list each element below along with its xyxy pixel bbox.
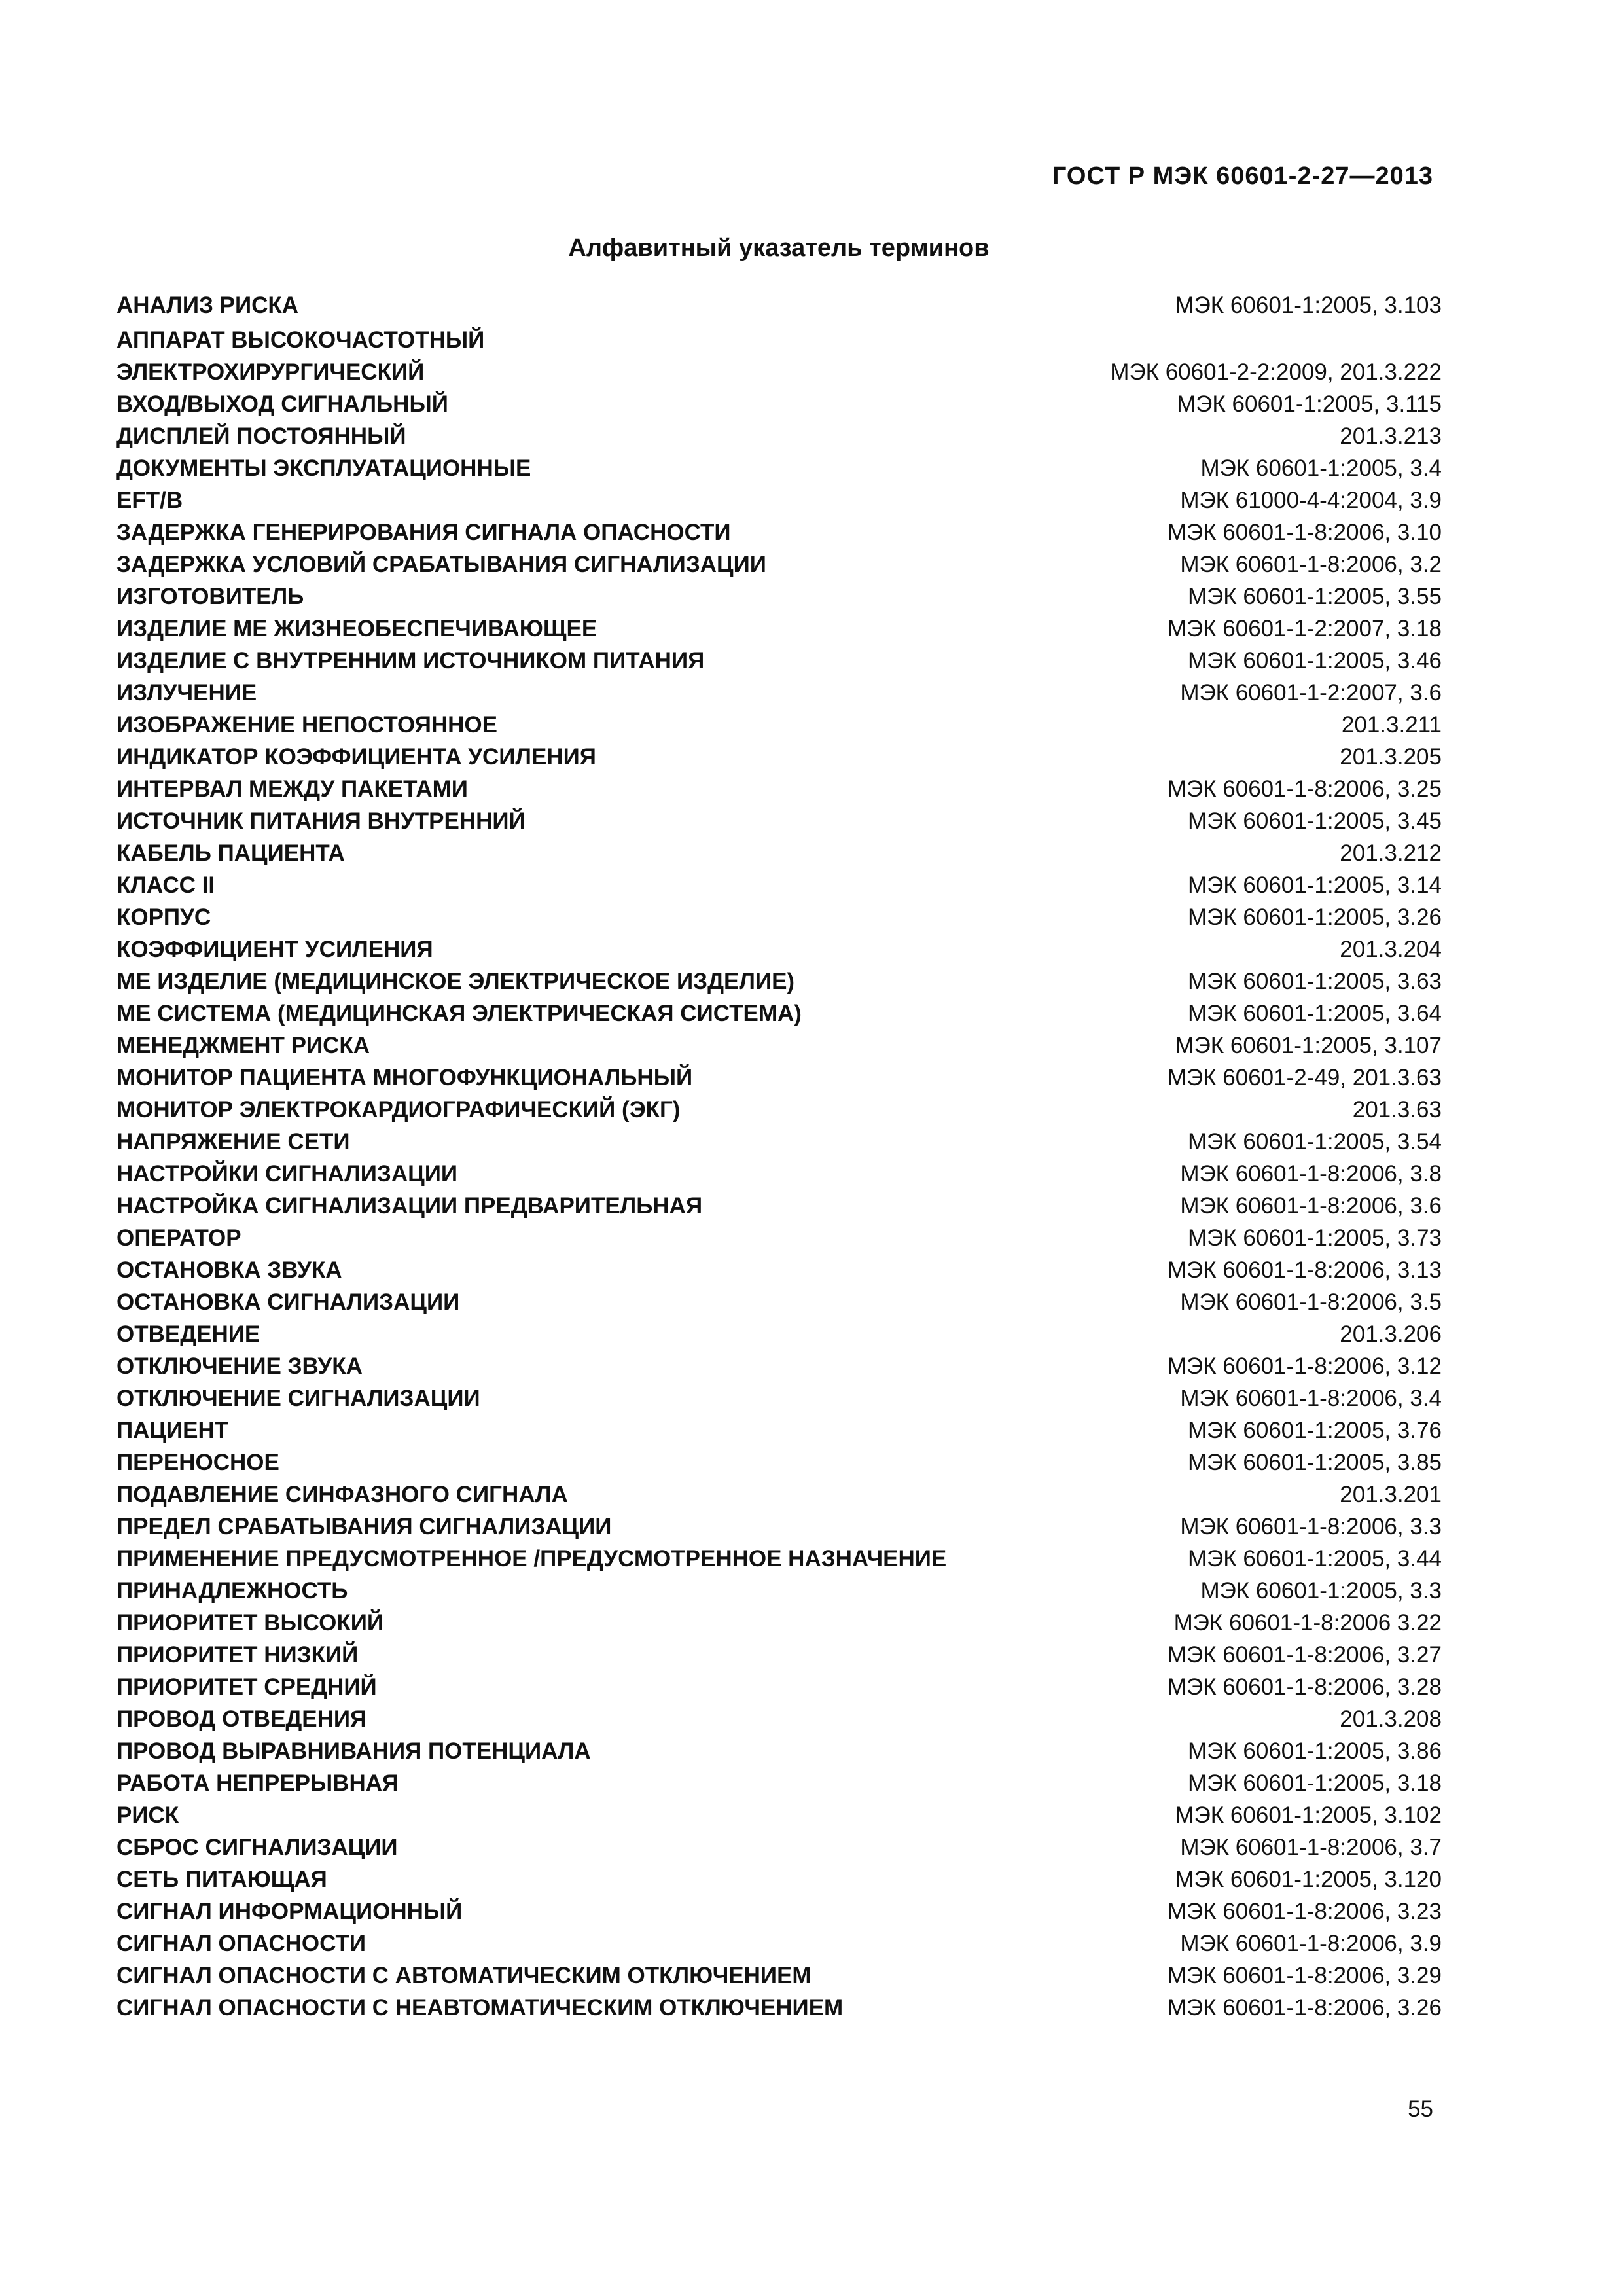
index-reference: МЭК 60601-1:2005, 3.103 [1175, 293, 1442, 318]
index-reference: МЭК 60601-1:2005, 3.14 [1187, 872, 1442, 898]
index-entry [116, 420, 1442, 452]
index-reference: МЭК 60601-1:2005, 3.44 [1187, 1546, 1442, 1571]
index-term: СИГНАЛ ОПАСНОСТИ С НЕАВТОМАТИЧЕСКИМ ОТКЛЮЧЕНИЕМ [116, 1995, 844, 2020]
index-reference: МЭК 60601-1-8:2006, 3.10 [1167, 520, 1442, 545]
index-term: МОНИТОР ПАЦИЕНТА МНОГОФУНКЦИОНАЛЬНЫЙ [116, 1065, 693, 1090]
index-entry [116, 1062, 1442, 1094]
index-entry [116, 1094, 1442, 1126]
index-reference: МЭК 60601-1-8:2006, 3.12 [1167, 1354, 1442, 1379]
index-reference: МЭК 60601-1-8:2006, 3.28 [1167, 1674, 1442, 1700]
index-term: ПОДАВЛЕНИЕ СИНФАЗНОГО СИГНАЛА [116, 1482, 568, 1507]
index-entry [116, 677, 1442, 709]
index-entry [116, 1639, 1442, 1671]
index-term: ДИСПЛЕЙ ПОСТОЯННЫЙ [116, 423, 406, 449]
index-term: ИЗОБРАЖЕНИЕ НЕПОСТОЯННОЕ [116, 712, 497, 738]
index-reference: 201.3.208 [1340, 1706, 1442, 1732]
page-title: Алфавитный указатель терминов [568, 234, 990, 262]
index-entry [116, 773, 1442, 805]
index-entry [116, 1414, 1442, 1446]
index-term: МЕ СИСТЕМА (МЕДИЦИНСКАЯ ЭЛЕКТРИЧЕСКАЯ СИСТЕМА) [116, 1001, 802, 1026]
index-entry [116, 965, 1442, 997]
index-term: ОПЕРАТОР [116, 1225, 241, 1251]
index-entry [116, 1831, 1442, 1863]
index-entry [116, 1350, 1442, 1382]
index-term: ИЗДЕЛИЕ МЕ ЖИЗНЕОБЕСПЕЧИВАЮЩЕЕ [116, 616, 597, 641]
index-entry [116, 548, 1442, 581]
page-number: 55 [1408, 2096, 1433, 2122]
index-reference: МЭК 60601-1-8:2006, 3.25 [1167, 776, 1442, 802]
index-entry [116, 1382, 1442, 1414]
index-reference: 201.3.211 [1341, 712, 1442, 738]
index-entry [116, 1158, 1442, 1190]
index-term: ИЗГОТОВИТЕЛЬ [116, 584, 304, 609]
index-reference: МЭК 60601-2-49, 201.3.63 [1167, 1065, 1442, 1090]
index-entry [116, 1607, 1442, 1639]
index-entry [116, 388, 1442, 420]
index-reference: МЭК 60601-1:2005, 3.26 [1187, 905, 1442, 930]
index-term: ИЗЛУЧЕНИЕ [116, 680, 257, 706]
index-reference: МЭК 60601-1-8:2006, 3.27 [1167, 1642, 1442, 1668]
index-reference: МЭК 60601-1-8:2006, 3.26 [1167, 1995, 1442, 2020]
index-entry [116, 1318, 1442, 1350]
index-reference: 201.3.206 [1340, 1321, 1442, 1347]
index-reference: МЭК 60601-1:2005, 3.107 [1175, 1033, 1442, 1058]
index-reference: МЭК 60601-1-8:2006, 3.7 [1180, 1835, 1442, 1860]
index-entry [116, 1799, 1442, 1831]
index-reference: МЭК 60601-1-8:2006, 3.5 [1180, 1289, 1442, 1315]
index-reference: МЭК 60601-1:2005, 3.46 [1187, 648, 1442, 673]
index-entry [116, 516, 1442, 548]
index-term: ИЗДЕЛИЕ С ВНУТРЕННИМ ИСТОЧНИКОМ ПИТАНИЯ [116, 648, 705, 673]
index-reference: МЭК 60601-1:2005, 3.18 [1187, 1770, 1442, 1796]
index-reference: МЭК 60601-1-8:2006, 3.4 [1180, 1386, 1442, 1411]
index-entry [116, 1863, 1442, 1895]
index-reference: МЭК 60601-1-2:2007, 3.18 [1167, 616, 1442, 641]
index-reference: МЭК 60601-1:2005, 3.64 [1187, 1001, 1442, 1026]
index-reference: МЭК 60601-1:2005, 3.102 [1175, 1803, 1442, 1828]
index-term: ВХОД/ВЫХОД СИГНАЛЬНЫЙ [116, 391, 448, 417]
index-term: РИСК [116, 1803, 179, 1828]
index-term: СИГНАЛ ОПАСНОСТИ [116, 1931, 366, 1956]
index-entry [116, 1254, 1442, 1286]
index-term: ОТКЛЮЧЕНИЕ ЗВУКА [116, 1354, 363, 1379]
index-reference: МЭК 60601-1:2005, 3.85 [1187, 1450, 1442, 1475]
index-entry [116, 805, 1442, 837]
index-term: КАБЕЛЬ ПАЦИЕНТА [116, 840, 345, 866]
index-reference: МЭК 60601-1:2005, 3.73 [1187, 1225, 1442, 1251]
index-term: ПРОВОД ОТВЕДЕНИЯ [116, 1706, 367, 1732]
index-reference: МЭК 60601-1-8:2006 3.22 [1173, 1610, 1442, 1636]
index-reference: МЭК 60601-1:2005, 3.76 [1187, 1418, 1442, 1443]
index-term: АППАРАТ ВЫСОКОЧАСТОТНЫЙ ЭЛЕКТРОХИРУРГИЧЕСКИЙ [116, 327, 485, 385]
index-reference: 201.3.205 [1340, 744, 1442, 770]
index-reference: МЭК 60601-1-2:2007, 3.6 [1180, 680, 1442, 706]
index-term: НАСТРОЙКА СИГНАЛИЗАЦИИ ПРЕДВАРИТЕЛЬНАЯ [116, 1193, 703, 1219]
index-entry [116, 1575, 1442, 1607]
index-entry [116, 741, 1442, 773]
index-term: НАПРЯЖЕНИЕ СЕТИ [116, 1129, 350, 1155]
index-reference: МЭК 60601-1-8:2006, 3.23 [1167, 1899, 1442, 1924]
index-reference: 201.3.213 [1340, 423, 1442, 449]
term-index-list [116, 289, 1442, 2024]
index-entry [116, 1735, 1442, 1767]
index-entry [116, 289, 1442, 321]
index-term: ПЕРЕНОСНОЕ [116, 1450, 279, 1475]
index-reference: МЭК 60601-1:2005, 3.55 [1187, 584, 1442, 609]
index-term: ПРИМЕНЕНИЕ ПРЕДУСМОТРЕННОЕ /ПРЕДУСМОТРЕННОЕ НАЗНАЧЕНИЕ [116, 1546, 947, 1571]
index-reference: 201.3.63 [1352, 1097, 1442, 1122]
index-term: МЕ ИЗДЕЛИЕ (МЕДИЦИНСКОЕ ЭЛЕКТРИЧЕСКОЕ ИЗДЕЛИЕ) [116, 969, 795, 994]
index-term: КОРПУС [116, 905, 211, 930]
index-term: МОНИТОР ЭЛЕКТРОКАРДИОГРАФИЧЕСКИЙ (ЭКГ) [116, 1097, 681, 1122]
index-entry [116, 997, 1442, 1030]
index-entry [116, 645, 1442, 677]
index-entry [116, 1671, 1442, 1703]
index-entry [116, 933, 1442, 965]
index-entry [116, 1511, 1442, 1543]
index-entry [116, 452, 1442, 484]
index-term: ИСТОЧНИК ПИТАНИЯ ВНУТРЕННИЙ [116, 808, 526, 834]
index-reference: МЭК 60601-1:2005, 3.86 [1187, 1738, 1442, 1764]
index-term: ЗАДЕРЖКА УСЛОВИЙ СРАБАТЫВАНИЯ СИГНАЛИЗАЦИИ [116, 552, 766, 577]
index-term: МЕНЕДЖМЕНТ РИСКА [116, 1033, 370, 1058]
index-entry [116, 321, 1442, 388]
index-term: ПРИОРИТЕТ НИЗКИЙ [116, 1642, 359, 1668]
index-reference: МЭК 60601-1-8:2006, 3.8 [1180, 1161, 1442, 1187]
index-entry [116, 1703, 1442, 1735]
index-entry [116, 613, 1442, 645]
index-entry [116, 901, 1442, 933]
index-reference: МЭК 60601-1-8:2006, 3.9 [1180, 1931, 1442, 1956]
index-entry [116, 1222, 1442, 1254]
index-entry [116, 1543, 1442, 1575]
index-term: ОТКЛЮЧЕНИЕ СИГНАЛИЗАЦИИ [116, 1386, 480, 1411]
index-reference: МЭК 60601-1:2005, 3.115 [1177, 391, 1442, 417]
index-entry [116, 1960, 1442, 1992]
index-entry [116, 1479, 1442, 1511]
index-term: РАБОТА НЕПРЕРЫВНАЯ [116, 1770, 399, 1796]
index-entry [116, 581, 1442, 613]
index-term: СБРОС СИГНАЛИЗАЦИИ [116, 1835, 398, 1860]
index-term: ЗАДЕРЖКА ГЕНЕРИРОВАНИЯ СИГНАЛА ОПАСНОСТИ [116, 520, 731, 545]
index-reference: МЭК 61000-4-4:2004, 3.9 [1180, 488, 1442, 513]
index-term: КОЭФФИЦИЕНТ УСИЛЕНИЯ [116, 937, 433, 962]
index-reference: МЭК 60601-1-8:2006, 3.6 [1180, 1193, 1442, 1219]
index-term: ИНТЕРВАЛ МЕЖДУ ПАКЕТАМИ [116, 776, 468, 802]
index-reference: МЭК 60601-1-8:2006, 3.13 [1167, 1257, 1442, 1283]
index-reference: 201.3.212 [1340, 840, 1442, 866]
index-entry [116, 1030, 1442, 1062]
index-reference: МЭК 60601-1:2005, 3.54 [1187, 1129, 1442, 1155]
index-term: ОСТАНОВКА СИГНАЛИЗАЦИИ [116, 1289, 460, 1315]
index-term: ПРИОРИТЕТ ВЫСОКИЙ [116, 1610, 384, 1636]
index-term: КЛАСС II [116, 872, 215, 898]
index-reference: МЭК 60601-1:2005, 3.4 [1200, 456, 1442, 481]
index-entry [116, 837, 1442, 869]
index-term: СИГНАЛ ОПАСНОСТИ С АВТОМАТИЧЕСКИМ ОТКЛЮЧЕНИЕМ [116, 1963, 812, 1988]
index-reference: МЭК 60601-1:2005, 3.63 [1187, 969, 1442, 994]
index-reference: 201.3.201 [1340, 1482, 1442, 1507]
index-entry [116, 1190, 1442, 1222]
index-reference: 201.3.204 [1340, 937, 1442, 962]
index-entry [116, 1928, 1442, 1960]
index-term: СИГНАЛ ИНФОРМАЦИОННЫЙ [116, 1899, 463, 1924]
index-entry [116, 869, 1442, 901]
index-term: ПРИОРИТЕТ СРЕДНИЙ [116, 1674, 377, 1700]
index-entry [116, 1992, 1442, 2024]
index-reference: МЭК 60601-1:2005, 3.45 [1187, 808, 1442, 834]
index-reference: МЭК 60601-2-2:2009, 201.3.222 [1110, 359, 1442, 385]
index-term: ПАЦИЕНТ [116, 1418, 229, 1443]
index-reference: МЭК 60601-1-8:2006, 3.2 [1180, 552, 1442, 577]
index-term: ПРИНАДЛЕЖНОСТЬ [116, 1578, 348, 1604]
index-term: ДОКУМЕНТЫ ЭКСПЛУАТАЦИОННЫЕ [116, 456, 531, 481]
index-entry [116, 1286, 1442, 1318]
index-reference: МЭК 60601-1-8:2006, 3.3 [1180, 1514, 1442, 1539]
index-entry [116, 484, 1442, 516]
index-entry [116, 1446, 1442, 1479]
index-term: СЕТЬ ПИТАЮЩАЯ [116, 1867, 327, 1892]
document-code: ГОСТ Р МЭК 60601-2-27—2013 [1052, 162, 1433, 190]
index-term: НАСТРОЙКИ СИГНАЛИЗАЦИИ [116, 1161, 458, 1187]
index-term: ПРЕДЕЛ СРАБАТЫВАНИЯ СИГНАЛИЗАЦИИ [116, 1514, 612, 1539]
index-term: ОСТАНОВКА ЗВУКА [116, 1257, 342, 1283]
index-entry [116, 1126, 1442, 1158]
index-term: АНАЛИЗ РИСКА [116, 293, 299, 318]
index-reference: МЭК 60601-1-8:2006, 3.29 [1167, 1963, 1442, 1988]
index-term: ИНДИКАТОР КОЭФФИЦИЕНТА УСИЛЕНИЯ [116, 744, 596, 770]
index-term: ОТВЕДЕНИЕ [116, 1321, 260, 1347]
index-reference: МЭК 60601-1:2005, 3.120 [1175, 1867, 1442, 1892]
index-term: EFT/B [116, 488, 183, 513]
index-term: ПРОВОД ВЫРАВНИВАНИЯ ПОТЕНЦИАЛА [116, 1738, 591, 1764]
index-entry [116, 1767, 1442, 1799]
index-entry [116, 709, 1442, 741]
index-entry [116, 1895, 1442, 1928]
index-reference: МЭК 60601-1:2005, 3.3 [1200, 1578, 1442, 1604]
